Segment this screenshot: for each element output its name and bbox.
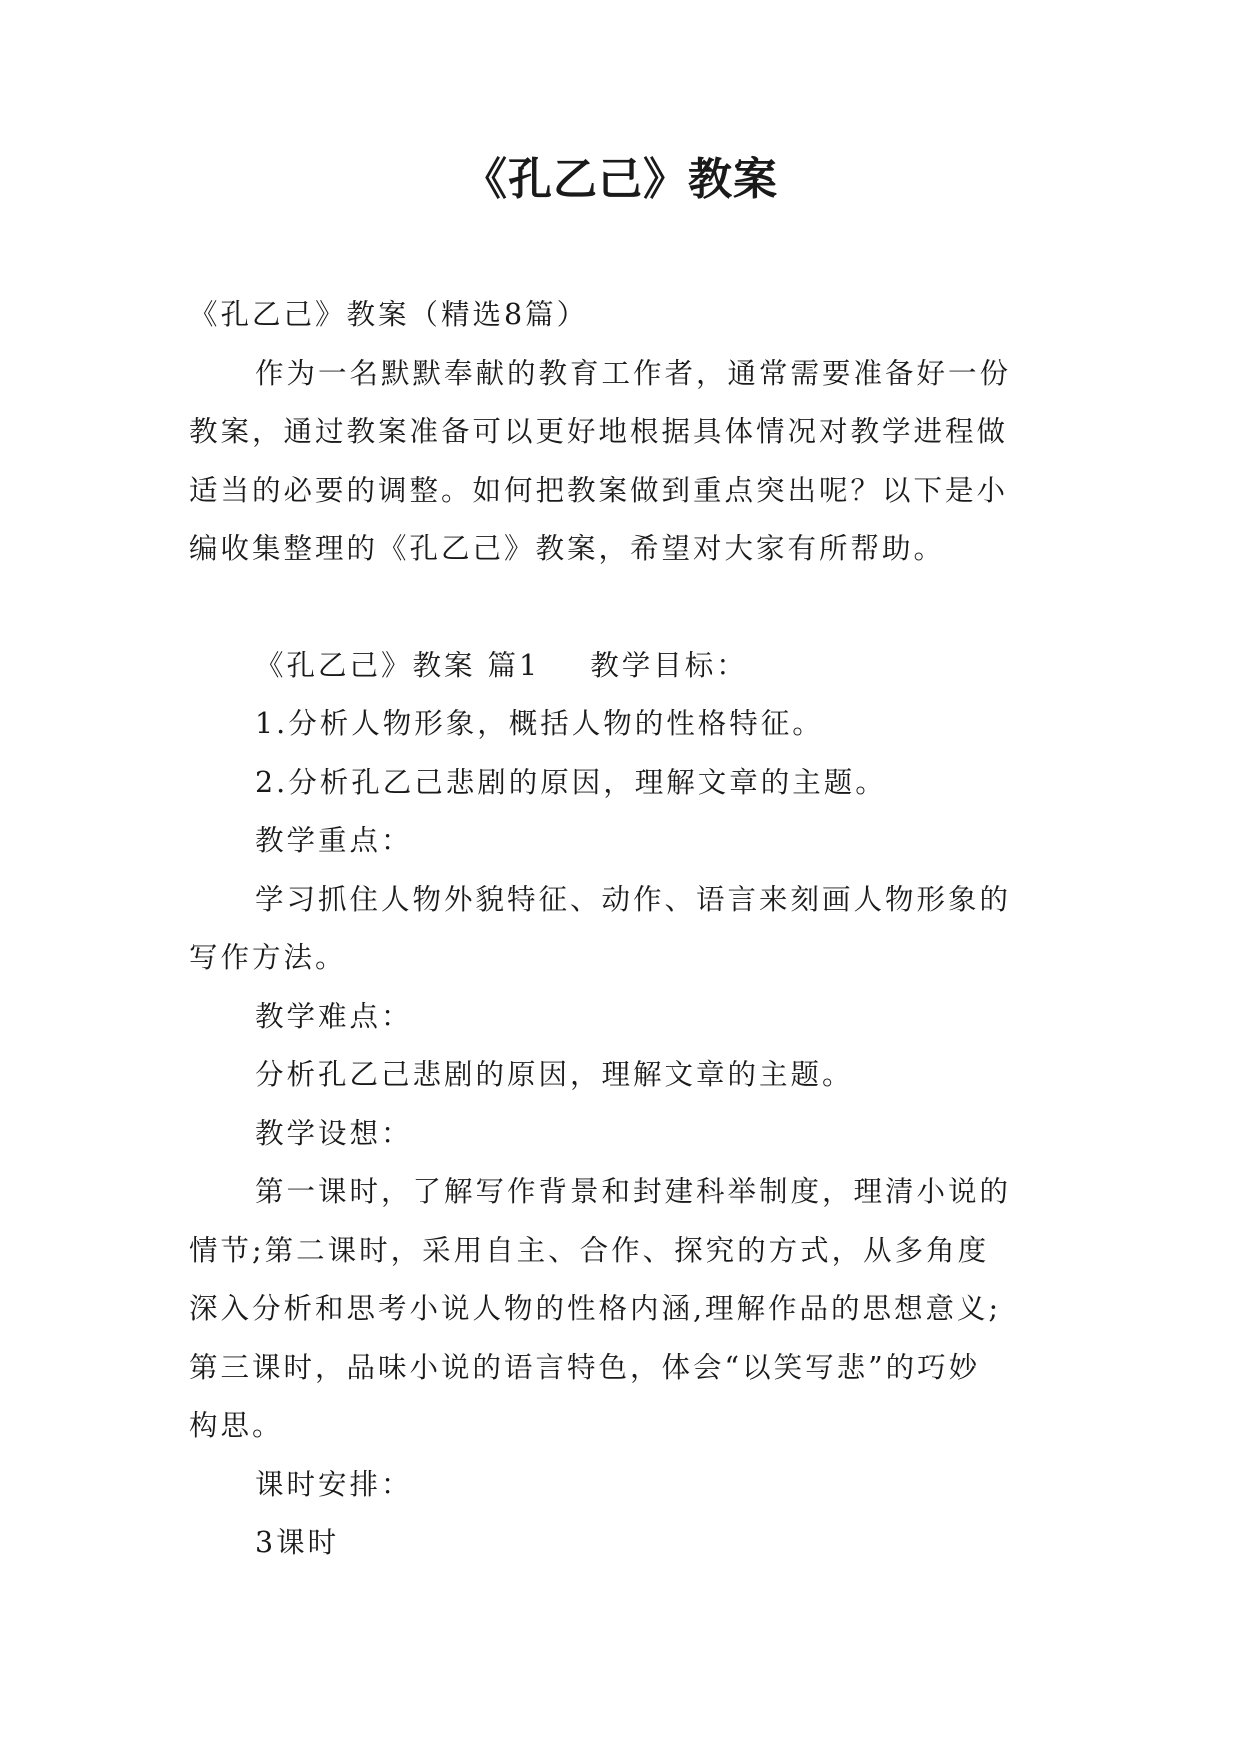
document-title: 《孔乙己》教案: [463, 154, 778, 205]
section-heading: 《孔乙己》教案 篇1: [255, 648, 541, 682]
design-line-2: 情节;第二课时，采用自主、合作、探究的方式，从多角度: [189, 1233, 990, 1267]
intro-line-2: 教案，通过教案准备可以更好地根据具体情况对教学进程做: [189, 415, 1009, 448]
intro-line-4: 编收集整理的《孔乙己》教案，希望对大家有所帮助。: [189, 532, 946, 565]
difficulty-label: 教学难点：: [255, 999, 413, 1033]
design-line-4: 第三课时，品味小说的语言特色，体会“以笑写悲”的巧妙: [189, 1350, 981, 1384]
design-line-1: 第一课时，了解写作背景和封建科举制度，理清小说的: [255, 1175, 1012, 1208]
key-point-line-1: 学习抓住人物外貌特征、动作、语言来刻画人物形象的: [255, 882, 1012, 916]
design-label: 教学设想：: [255, 1116, 413, 1150]
difficulty-text: 分析孔乙己悲剧的原因，理解文章的主题。: [255, 1058, 854, 1091]
goal-item-2: 2.分析孔乙己悲剧的原因，理解文章的主题。: [255, 765, 887, 799]
paragraph-spacer: [189, 579, 1053, 637]
intro-line-3: 适当的必要的调整。如何把教案做到重点突出呢？以下是小: [189, 473, 1009, 507]
schedule-label: 课时安排：: [255, 1467, 413, 1501]
design-line-5: 构思。: [189, 1409, 284, 1442]
key-point-line-2: 写作方法。: [189, 941, 347, 974]
section-heading-row: [189, 637, 1053, 696]
key-point-label: 教学重点：: [255, 824, 413, 857]
schedule-value: 3课时: [255, 1526, 340, 1559]
intro-line-1: 作为一名默默奉献的教育工作者，通常需要准备好一份: [255, 356, 1012, 390]
goal-item-1: 1.分析人物形象，概括人物的性格特征。: [255, 707, 824, 740]
document-body: [189, 286, 1053, 1573]
design-line-3: 深入分析和思考小说人物的性格内涵,理解作品的思想意义;: [189, 1292, 1002, 1325]
document-subtitle: 《孔乙己》教案（精选8篇）: [189, 298, 589, 331]
goals-label: 教学目标：: [590, 648, 748, 682]
